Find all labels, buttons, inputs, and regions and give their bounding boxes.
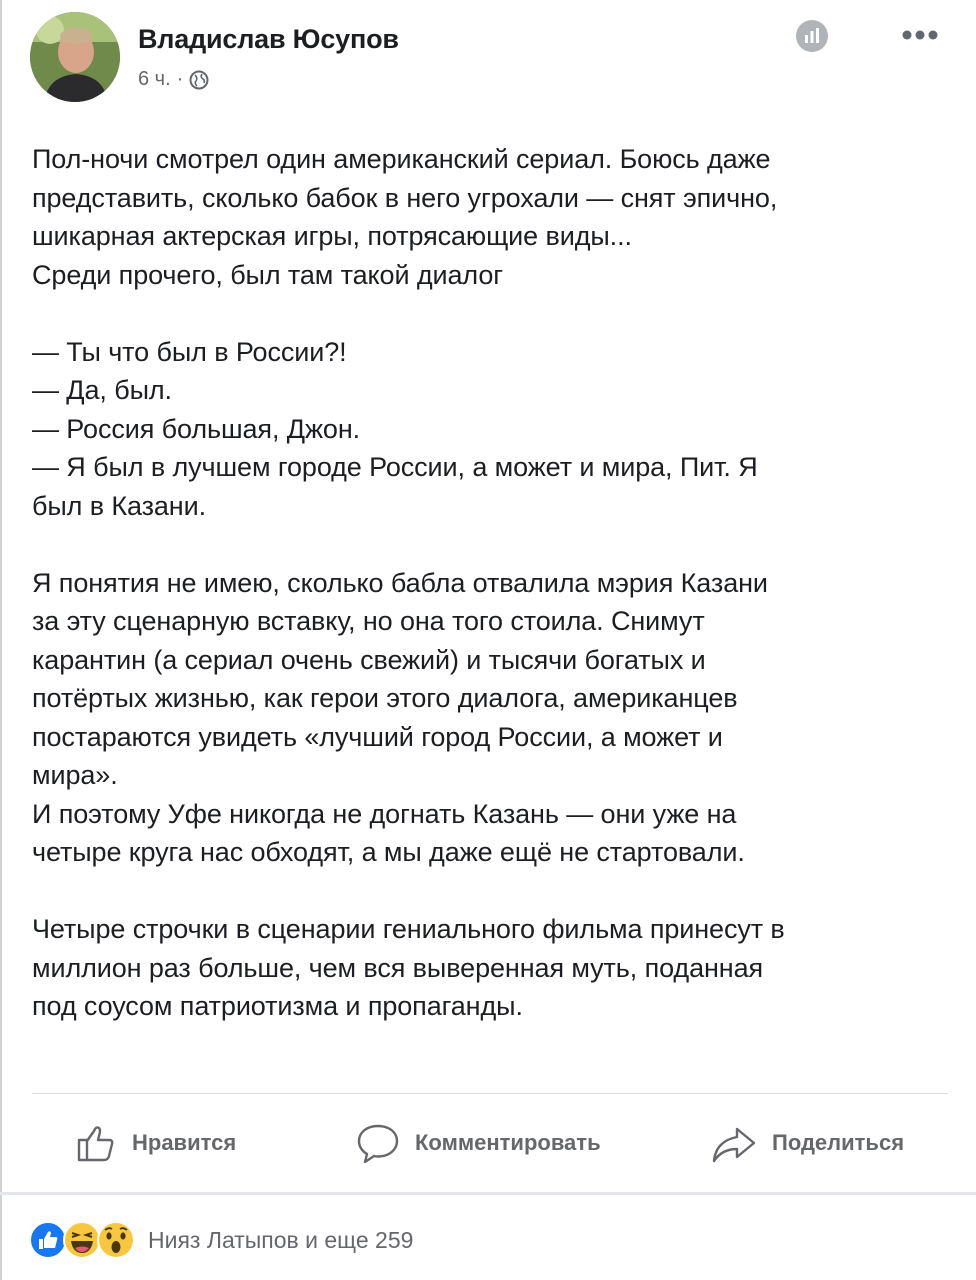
- post-header: [30, 12, 960, 107]
- author-avatar[interactable]: [30, 12, 120, 102]
- author-name[interactable]: Владислав Юсупов: [138, 24, 399, 54]
- post-body: [32, 140, 942, 1026]
- post-line: Четыре строчки в сценарии гениального фильма принесут в: [32, 914, 785, 944]
- thumbs-up-icon: [74, 1121, 118, 1165]
- post-line: — Россия большая, Джон.: [32, 413, 361, 444]
- section-separator: [0, 1192, 976, 1195]
- window-edge: [0, 0, 2, 1280]
- post-line: постараются увидеть «лучший город России, а может и: [32, 721, 723, 752]
- like-button[interactable]: [74, 1108, 236, 1178]
- post-paragraph: [32, 333, 942, 526]
- post-line: под соусом патриотизма и пропаганды.: [32, 991, 523, 1021]
- post-line: представить, сколько бабок в него угрохали — снят эпично,: [32, 182, 778, 213]
- post-line: шикарная актерская игры, потрясающие виды...: [32, 221, 632, 251]
- wow-reaction-icon: [96, 1220, 136, 1260]
- post-line: мира».: [32, 760, 118, 790]
- post-time[interactable]: 6 ч.: [138, 68, 171, 90]
- post-line: И поэтому Уфе никогда не догнать Казань — они уже на: [32, 798, 737, 829]
- post-line: Пол-ночи смотрел один американский сериал. Боюсь даже: [32, 144, 771, 174]
- like-label: Нравится: [132, 1130, 237, 1155]
- reaction-icons: [28, 1218, 140, 1262]
- comment-label: Комментировать: [415, 1130, 601, 1155]
- share-icon: [710, 1121, 758, 1165]
- post-paragraph: [32, 564, 942, 872]
- post-line: карантин (а сериал очень свежий) и тысячи богатых и: [32, 644, 706, 675]
- share-button[interactable]: [710, 1108, 904, 1178]
- post-line: был в Казани.: [32, 490, 207, 521]
- post-line: — Ты что был в России?!: [32, 336, 347, 367]
- insights-icon[interactable]: [794, 18, 830, 54]
- post-line: четыре круга нас обходят, а мы даже ещё не стартовали.: [32, 837, 745, 867]
- share-label: Поделиться: [772, 1130, 905, 1155]
- post-meta: [138, 68, 209, 91]
- meta-separator: ·: [176, 68, 184, 90]
- globe-icon: [189, 70, 209, 90]
- post-line: Среди прочего, был там такой диалог: [32, 259, 504, 290]
- reactions-summary[interactable]: Нияз Латыпов и еще 259: [148, 1226, 414, 1253]
- post-line: Я понятия не имею, сколько бабла отвалила мэрия Казани: [32, 567, 768, 598]
- post-line: — Я был в лучшем городе России, а может и мира, Пит. Я: [32, 452, 758, 482]
- actions-divider: [32, 1093, 948, 1094]
- post-actions: [32, 1108, 948, 1178]
- post-paragraph: [32, 140, 942, 294]
- reactions-bar[interactable]: [28, 1218, 413, 1262]
- comment-button[interactable]: [355, 1108, 601, 1178]
- more-options-icon[interactable]: [900, 28, 940, 42]
- post-line: потёртых жизнью, как герои этого диалога, американцев: [32, 683, 738, 713]
- post-line: миллион раз больше, чем вся выверенная муть, поданная: [32, 952, 764, 983]
- post-line: за эту сценарную вставку, но она того стоила. Снимут: [32, 606, 705, 636]
- post-line: — Да, был.: [32, 375, 172, 405]
- comment-icon: [355, 1121, 401, 1165]
- post-paragraph: [32, 910, 942, 1026]
